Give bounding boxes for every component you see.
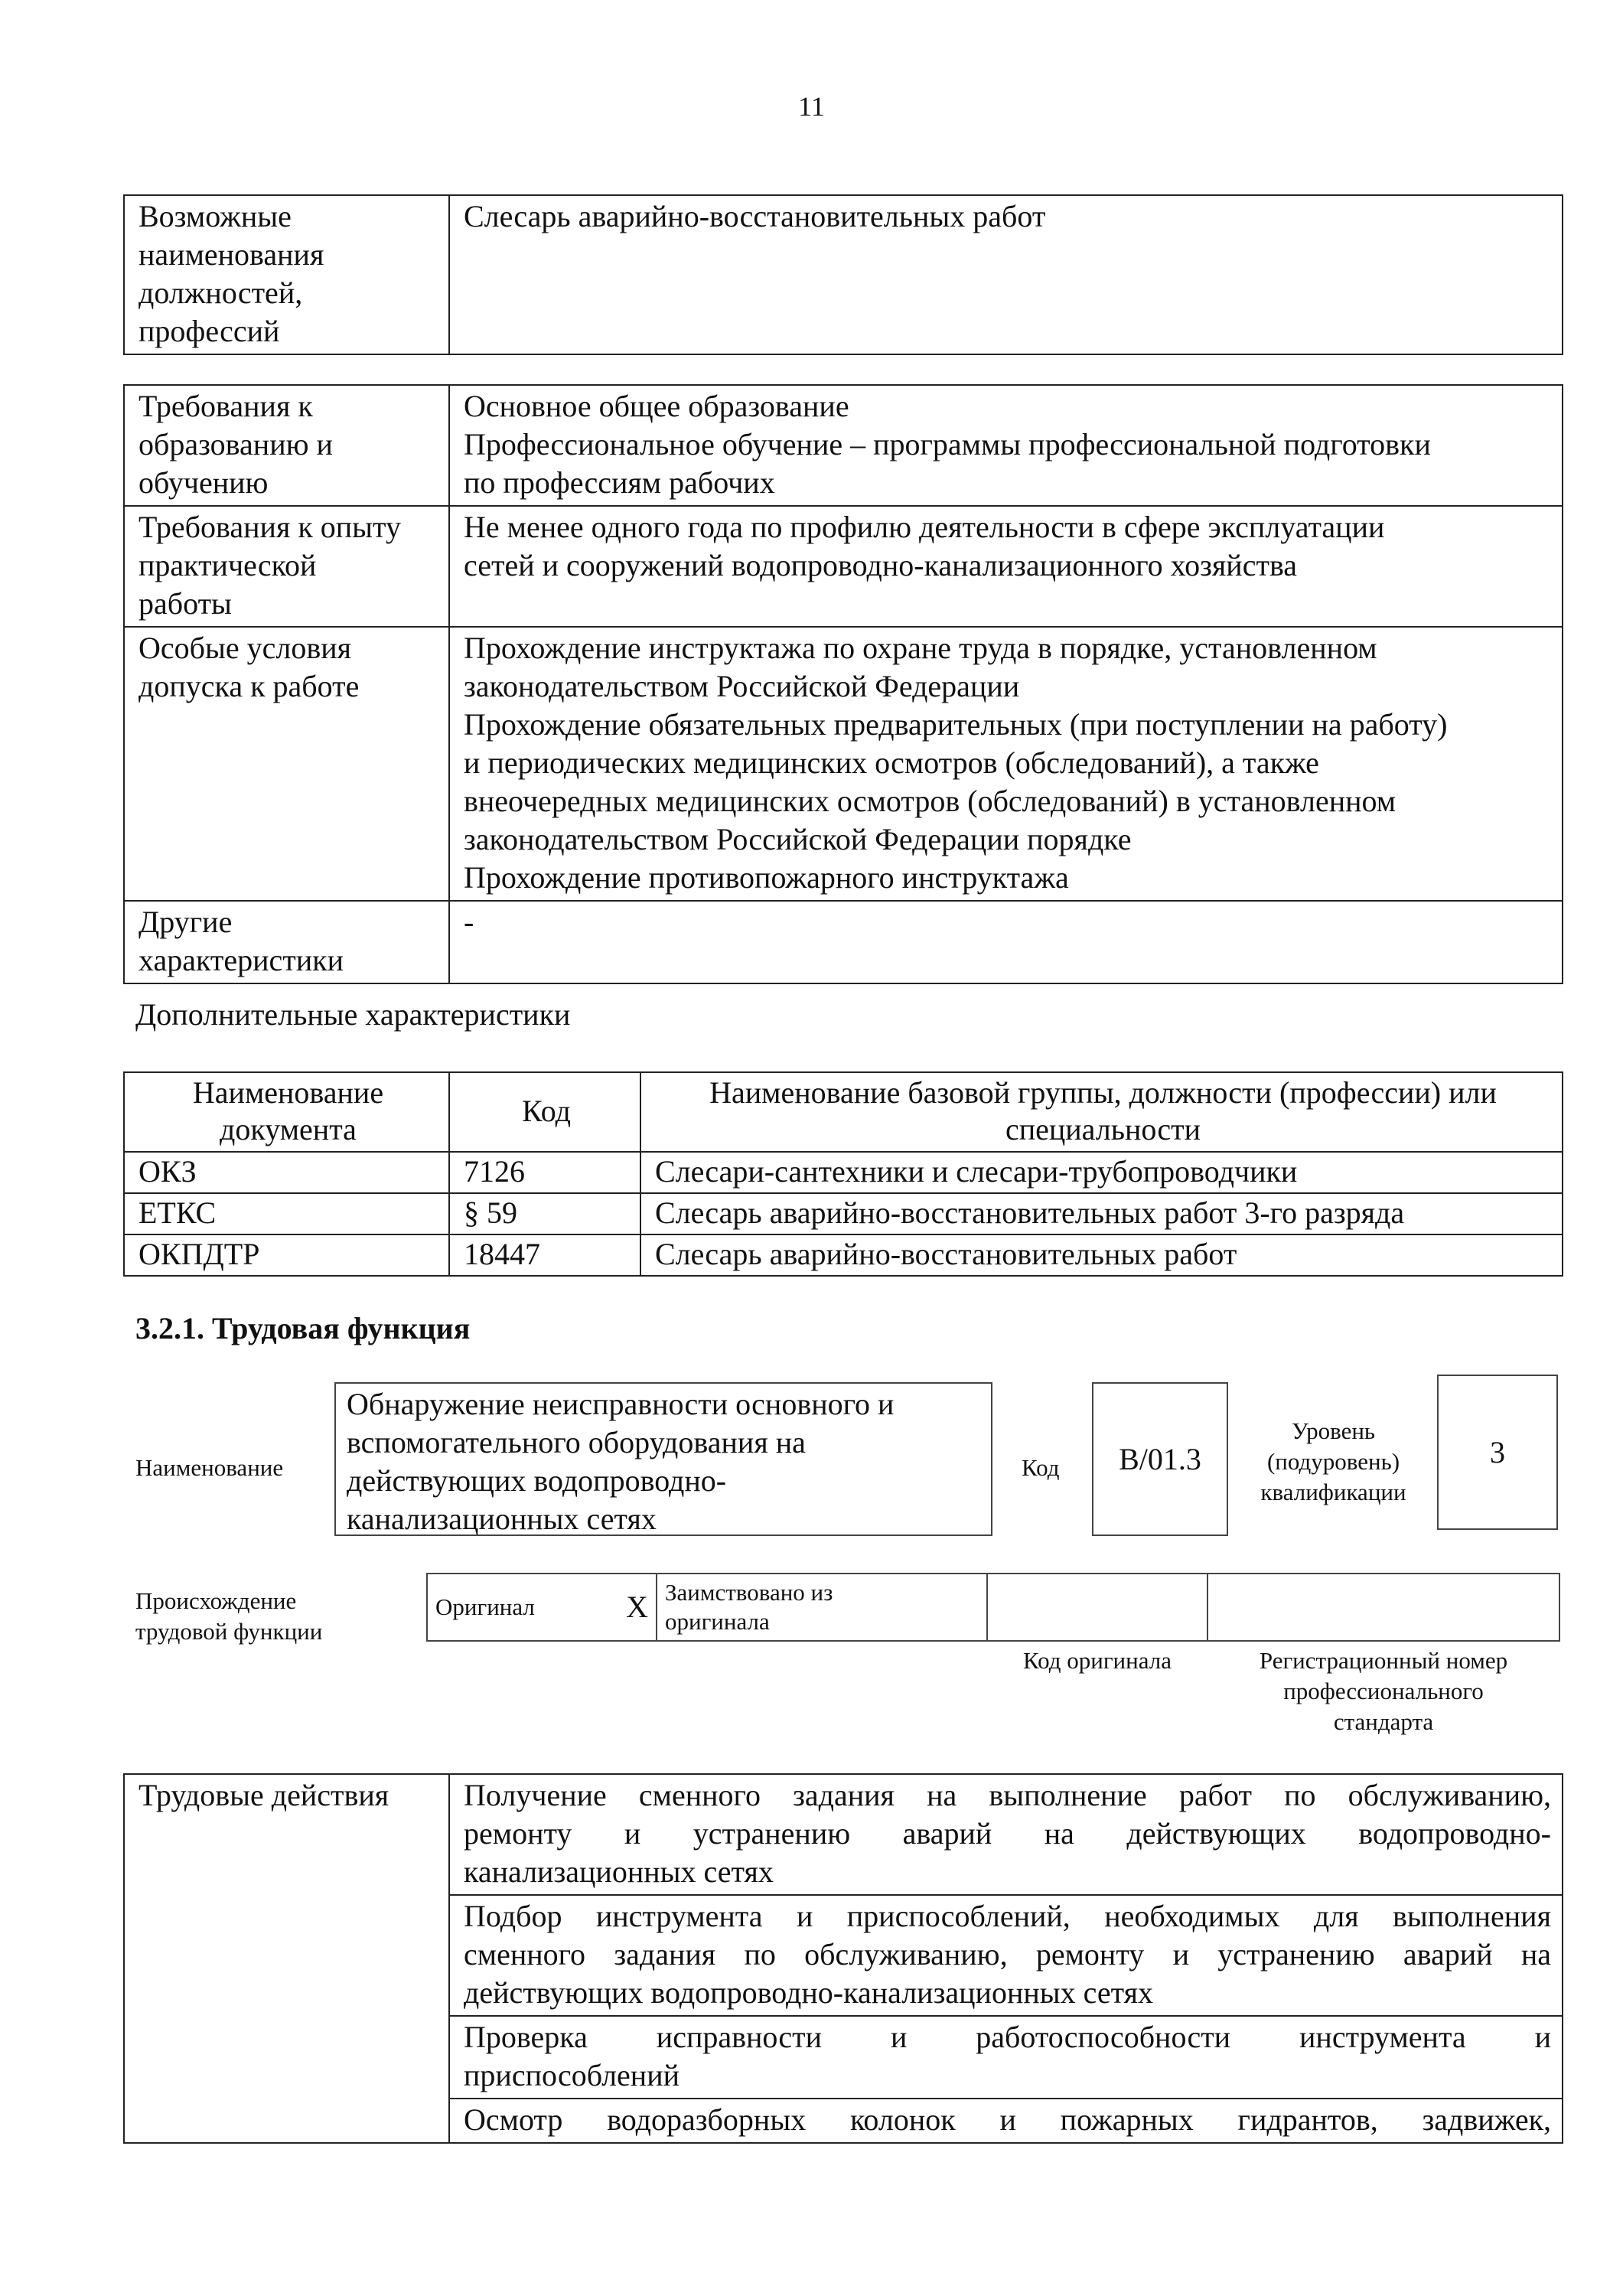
level-label-line: квалификации [1260,1479,1406,1505]
header-line: документа [220,1112,357,1146]
value-line: Прохождение инструктажа по охране труда в порядке, установленном [464,631,1377,665]
value-line: Профессиональное обучение – программы профессиональной подготовки [464,427,1431,461]
cell-code: 18447 [449,1234,640,1276]
function-name-line: действующих водопроводно- [347,1463,727,1498]
requirement-label [124,506,449,627]
reg-caption-line: профессионального [1283,1678,1484,1704]
action-line: Подбор инструмента и приспособлений, необходимых для выполнения [464,1899,1551,1933]
table-row [124,1234,1563,1276]
value-line: Прохождение противопожарного инструктажа [464,860,1069,895]
requirement-label [124,627,449,901]
column-header-document [124,1072,449,1152]
labor-function-heading: 3.2.1. Трудовая функция [135,1311,471,1345]
additional-characteristics-title: Дополнительные характеристики [135,997,571,1032]
labor-action-item [449,2016,1563,2099]
possible-titles-table [123,194,1563,355]
requirements-table [123,384,1563,984]
label-line: Особые условия [139,631,352,665]
cell-code: § 59 [449,1193,640,1234]
value-line: законодательством Российской Федерации порядке [464,822,1132,856]
value-line: по профессиям рабочих [464,465,775,500]
label-line: Другие [139,905,233,939]
label-line: Требования к опыту [139,510,402,544]
label-line: допуска к работе [139,669,360,703]
requirement-value [449,385,1563,506]
action-line: действующих водопроводно-канализационных сетях [464,1975,1153,2010]
action-line: Получение сменного задания на выполнение работ по обслуживанию, [464,1778,1551,1812]
cell-name: Слесари-сантехники и слесари-трубопроводчики [640,1152,1563,1193]
table-row [124,385,1563,506]
function-name-line: Обнаружение неисправности основного и [347,1387,895,1421]
reg-caption-line: Регистрационный номер [1259,1647,1508,1674]
table-row [124,1193,1563,1234]
borrowed-label-line: Заимствовано из [665,1579,833,1606]
origin-label [135,1586,322,1647]
level-label-line: (подуровень) [1266,1448,1400,1475]
label-line: работы [139,586,232,621]
requirement-value [449,627,1563,901]
table-row [124,901,1563,983]
action-line: ремонту и устранению аварий на действующих водопроводно- [464,1816,1551,1851]
column-header-group [640,1072,1563,1152]
function-name-line: вспомогательного оборудования на [347,1425,806,1459]
function-code-box: B/01.3 [1092,1382,1228,1536]
label-line: образованию и [139,427,333,461]
header-line: Наименование базовой группы, должности (профессии) или [709,1075,1497,1110]
original-cell [427,1574,657,1641]
label-line: наименования [139,237,324,272]
code-label: Код [1022,1454,1060,1481]
value-line: - [464,905,474,939]
labor-action-item [449,2099,1563,2143]
possible-titles-value: Слесарь аварийно-восстановительных работ [449,195,1563,354]
header-line: специальности [1005,1112,1201,1146]
function-name-box [334,1382,992,1536]
labor-actions-table [123,1773,1563,2144]
labor-actions-label: Трудовые действия [124,1774,449,2143]
labor-action-item [449,1895,1563,2016]
label-line: практической [139,548,317,582]
cell-document: ЕТКС [124,1193,449,1234]
cell-name: Слесарь аварийно-восстановительных работ 3-го разряда [640,1193,1563,1234]
value-line: Основное общее образование [464,389,849,423]
value-line: и периодических медицинских осмотров (обследований), а также [464,745,1319,780]
origin-label-line: Происхождение [135,1587,297,1614]
value-line: законодательством Российской Федерации [464,669,1020,703]
column-header-code: Код [449,1072,640,1152]
possible-titles-label [124,195,449,354]
label-line: Требования к [139,389,313,423]
name-label: Наименование [135,1454,284,1481]
requirement-label [124,901,449,983]
header-line: Наименование [192,1075,384,1110]
action-line: канализационных сетях [464,1854,774,1889]
original-mark: X [626,1590,648,1624]
qualification-level-box: 3 [1437,1375,1558,1530]
value-line: Прохождение обязательных предварительных (при поступлении на работу) [464,707,1448,742]
reg-number-cell [1207,1574,1559,1641]
label-line: должностей, [139,276,303,310]
label-line: Возможные [139,199,292,233]
table-row [124,627,1563,901]
additional-characteristics-table [123,1071,1563,1277]
table-header-row [124,1072,1563,1152]
original-label: Оригинал [435,1593,535,1620]
label-line: профессий [139,314,280,348]
code-original-caption: Код оригинала [1022,1647,1172,1674]
action-line: приспособлений [464,2058,680,2092]
requirement-value [449,506,1563,627]
value-line: Не менее одного года по профилю деятельности в сфере эксплуатации [464,510,1385,544]
cell-name: Слесарь аварийно-восстановительных работ [640,1234,1563,1276]
origin-label-line: трудовой функции [135,1618,323,1645]
borrowed-cell [657,1574,987,1641]
reg-number-caption [1207,1645,1559,1737]
value-line: сетей и сооружений водопроводно-канализационного хозяйства [464,548,1298,582]
level-label-line: Уровень [1291,1417,1376,1444]
cell-code: 7126 [449,1152,640,1193]
cell-document: ОКЗ [124,1152,449,1193]
function-name-line: канализационных сетях [347,1502,657,1536]
qualification-level-label [1243,1416,1423,1508]
table-row [124,1152,1563,1193]
action-line: сменного задания по обслуживанию, ремонту и устранению аварий на [464,1937,1551,1971]
table-row [124,506,1563,627]
label-line: обучению [139,465,269,500]
action-line: Проверка исправности и работоспособности инструмента и [464,2020,1551,2054]
table-row [124,195,1563,354]
value-line: внеочередных медицинских осмотров (обследований) в установленном [464,784,1396,818]
label-line: характеристики [139,943,344,977]
labor-action-item [449,1774,1563,1895]
original-code-cell [987,1574,1207,1641]
requirement-label [124,385,449,506]
table-row [427,1574,1559,1641]
origin-table [426,1573,1560,1642]
table-row [124,1774,1563,1895]
borrowed-label-line: оригинала [665,1608,770,1635]
action-line: Осмотр водоразборных колонок и пожарных гидрантов, задвижек, [464,2102,1551,2137]
page-number: 11 [798,91,825,122]
cell-document: ОКПДТР [124,1234,449,1276]
requirement-value [449,901,1563,983]
reg-caption-line: стандарта [1333,1708,1434,1735]
